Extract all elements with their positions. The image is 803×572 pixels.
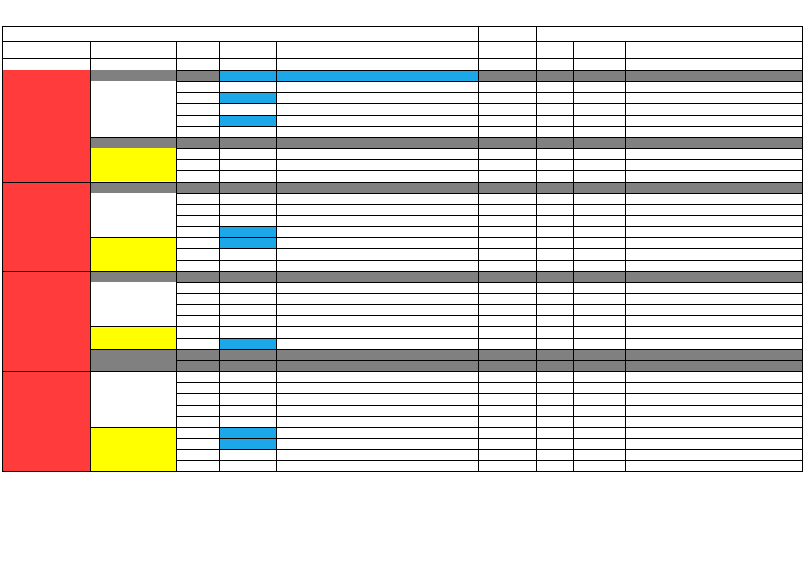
cell-heure bbox=[176, 416, 219, 427]
cell-heure bbox=[176, 326, 219, 337]
cell-arbitre bbox=[478, 382, 536, 393]
cell-ext-adversaire bbox=[625, 371, 803, 382]
cell-categorie bbox=[219, 304, 276, 315]
cell-adversaire bbox=[276, 293, 478, 304]
cell-adversaire bbox=[276, 393, 478, 404]
cell-ext-adversaire bbox=[625, 304, 803, 315]
cell-ext-heure bbox=[536, 215, 573, 226]
grid-line bbox=[90, 326, 803, 327]
separator-row bbox=[90, 349, 803, 360]
cell-arbitre bbox=[478, 315, 536, 326]
cell-adversaire bbox=[276, 260, 478, 271]
cell-arbitre bbox=[478, 393, 536, 404]
cell-adversaire bbox=[276, 103, 478, 114]
cell-ext-heure bbox=[536, 248, 573, 259]
cell-ext-heure bbox=[536, 382, 573, 393]
grid-line bbox=[90, 41, 91, 471]
cell-ext-heure bbox=[536, 193, 573, 204]
grid-line bbox=[176, 159, 803, 160]
grid-line bbox=[90, 349, 803, 350]
cell-ext-categorie bbox=[573, 170, 625, 181]
hall-cell-alize bbox=[90, 81, 176, 137]
cell-ext-adversaire bbox=[625, 449, 803, 460]
cell-categorie bbox=[219, 204, 276, 215]
group-header-home bbox=[90, 26, 478, 41]
cell-ext-heure bbox=[536, 260, 573, 271]
cell-categorie bbox=[219, 148, 276, 159]
cell-heure bbox=[176, 338, 219, 349]
cell-ext-heure bbox=[536, 449, 573, 460]
cell-ext-heure bbox=[536, 438, 573, 449]
hall-cell-lavernose bbox=[90, 326, 176, 348]
cell-ext-adversaire bbox=[625, 427, 803, 438]
cell-arbitre bbox=[478, 416, 536, 427]
cell-adversaire bbox=[276, 338, 478, 349]
cell-arbitre bbox=[478, 193, 536, 204]
cell-arbitre bbox=[478, 248, 536, 259]
page-title bbox=[2, 4, 803, 26]
cell-categorie bbox=[219, 371, 276, 382]
cell-ext-heure bbox=[536, 92, 573, 103]
cell-adversaire bbox=[276, 438, 478, 449]
cell-ext-categorie bbox=[573, 92, 625, 103]
grid-line bbox=[536, 26, 537, 41]
grid-line bbox=[176, 103, 803, 104]
cell-heure bbox=[176, 449, 219, 460]
grid-line bbox=[176, 405, 803, 406]
cell-arbitre bbox=[478, 460, 536, 471]
cell-ext-adversaire bbox=[625, 438, 803, 449]
column-header-ext-adversaire bbox=[625, 41, 803, 58]
hall-cell-lavernose bbox=[90, 427, 176, 472]
grid-line bbox=[2, 26, 3, 471]
cell-adversaire bbox=[276, 416, 478, 427]
cell-categorie bbox=[219, 382, 276, 393]
cell-ext-categorie bbox=[573, 382, 625, 393]
cell-arbitre bbox=[478, 215, 536, 226]
column-header-categorie bbox=[219, 41, 276, 58]
cell-ext-adversaire bbox=[625, 237, 803, 248]
cell-ext-categorie bbox=[573, 81, 625, 92]
grid-line bbox=[478, 41, 479, 471]
grid-line bbox=[90, 237, 803, 238]
cell-ext-categorie bbox=[573, 393, 625, 404]
cell-ext-adversaire bbox=[625, 159, 803, 170]
grid-line bbox=[90, 271, 803, 272]
cell-heure bbox=[176, 126, 219, 137]
grid-line bbox=[176, 382, 803, 383]
cell-adversaire bbox=[276, 204, 478, 215]
cell-ext-adversaire bbox=[625, 226, 803, 237]
cell-heure bbox=[176, 248, 219, 259]
cell-heure bbox=[176, 115, 219, 126]
grid-line bbox=[276, 41, 277, 471]
cell-ext-categorie bbox=[573, 405, 625, 416]
cell-categorie bbox=[219, 170, 276, 181]
cell-ext-adversaire bbox=[625, 405, 803, 416]
cell-heure bbox=[176, 148, 219, 159]
cell-categorie bbox=[219, 237, 276, 248]
grid-line bbox=[176, 338, 803, 339]
cell-adversaire bbox=[276, 81, 478, 92]
cell-heure bbox=[176, 237, 219, 248]
grid-line bbox=[176, 460, 803, 461]
grid-line bbox=[573, 41, 574, 471]
cell-categorie bbox=[219, 338, 276, 349]
cell-ext-adversaire bbox=[625, 338, 803, 349]
grid-line bbox=[176, 81, 803, 82]
cell-categorie bbox=[219, 193, 276, 204]
cell-adversaire bbox=[276, 170, 478, 181]
cell-ext-adversaire bbox=[625, 393, 803, 404]
cell-adversaire bbox=[276, 460, 478, 471]
cell-ext-adversaire bbox=[625, 382, 803, 393]
cell-arbitre bbox=[478, 126, 536, 137]
cell-ext-heure bbox=[536, 338, 573, 349]
cell-adversaire bbox=[276, 159, 478, 170]
cell-heure bbox=[176, 393, 219, 404]
cell-ext-categorie bbox=[573, 326, 625, 337]
column-header-adversaire bbox=[276, 41, 478, 58]
cell-ext-categorie bbox=[573, 126, 625, 137]
date-cell bbox=[2, 182, 90, 271]
cell-ext-adversaire bbox=[625, 148, 803, 159]
cell-ext-adversaire bbox=[625, 282, 803, 293]
cell-ext-adversaire bbox=[625, 193, 803, 204]
cell-arbitre bbox=[478, 326, 536, 337]
cell-categorie bbox=[219, 159, 276, 170]
cell-ext-adversaire bbox=[625, 260, 803, 271]
cell-ext-categorie bbox=[573, 438, 625, 449]
grid-line bbox=[176, 70, 803, 71]
hall-cell-alize bbox=[90, 371, 176, 427]
separator-row bbox=[90, 182, 803, 193]
grid-line bbox=[2, 58, 803, 59]
note-region bbox=[219, 71, 477, 81]
cell-ext-categorie bbox=[573, 371, 625, 382]
cell-ext-categorie bbox=[573, 103, 625, 114]
cell-ext-adversaire bbox=[625, 204, 803, 215]
cell-ext-heure bbox=[536, 393, 573, 404]
cell-categorie bbox=[219, 226, 276, 237]
column-header-ext-categorie bbox=[573, 41, 625, 58]
cell-ext-adversaire bbox=[625, 170, 803, 181]
cell-categorie bbox=[219, 315, 276, 326]
cell-ext-adversaire bbox=[625, 460, 803, 471]
separator-row bbox=[90, 360, 803, 371]
cell-ext-heure bbox=[536, 282, 573, 293]
cell-adversaire bbox=[276, 449, 478, 460]
cell-adversaire bbox=[276, 326, 478, 337]
hall-cell-lavernose bbox=[90, 148, 176, 181]
cell-ext-heure bbox=[536, 148, 573, 159]
cell-adversaire bbox=[276, 126, 478, 137]
grid-line bbox=[536, 41, 537, 471]
cell-categorie bbox=[219, 438, 276, 449]
grid-line bbox=[176, 215, 803, 216]
grid-line bbox=[176, 315, 803, 316]
cell-ext-heure bbox=[536, 460, 573, 471]
cell-arbitre bbox=[478, 226, 536, 237]
cell-arbitre bbox=[478, 170, 536, 181]
grid-line bbox=[90, 182, 803, 183]
cell-ext-heure bbox=[536, 416, 573, 427]
cell-adversaire bbox=[276, 405, 478, 416]
cell-heure bbox=[176, 81, 219, 92]
cell-heure bbox=[176, 103, 219, 114]
grid-line bbox=[176, 170, 803, 171]
cell-heure bbox=[176, 170, 219, 181]
cell-ext-heure bbox=[536, 126, 573, 137]
grid-line bbox=[176, 92, 803, 93]
cell-heure bbox=[176, 371, 219, 382]
grid-line bbox=[219, 41, 220, 471]
cell-heure bbox=[176, 204, 219, 215]
cell-ext-heure bbox=[536, 427, 573, 438]
cell-ext-adversaire bbox=[625, 293, 803, 304]
grid-line bbox=[176, 115, 803, 116]
cell-ext-categorie bbox=[573, 237, 625, 248]
separator-row bbox=[90, 271, 803, 282]
grid-line bbox=[2, 41, 803, 42]
cell-arbitre bbox=[478, 159, 536, 170]
grid-line bbox=[176, 416, 803, 417]
cell-ext-heure bbox=[536, 405, 573, 416]
cell-adversaire bbox=[276, 304, 478, 315]
cell-ext-heure bbox=[536, 204, 573, 215]
cell-ext-heure bbox=[536, 81, 573, 92]
cell-ext-heure bbox=[536, 170, 573, 181]
cell-ext-adversaire bbox=[625, 81, 803, 92]
cell-arbitre bbox=[478, 237, 536, 248]
cell-categorie bbox=[219, 103, 276, 114]
column-header-ext-heure bbox=[536, 41, 573, 58]
grid-line bbox=[176, 41, 177, 471]
cell-categorie bbox=[219, 282, 276, 293]
cell-categorie bbox=[219, 416, 276, 427]
cell-ext-adversaire bbox=[625, 126, 803, 137]
cell-categorie bbox=[219, 293, 276, 304]
grid-line bbox=[90, 427, 803, 428]
cell-arbitre bbox=[478, 293, 536, 304]
grid-line bbox=[176, 248, 803, 249]
cell-categorie bbox=[219, 326, 276, 337]
cell-arbitre bbox=[478, 81, 536, 92]
column-header-date bbox=[2, 41, 90, 58]
cell-ext-categorie bbox=[573, 315, 625, 326]
cell-heure bbox=[176, 460, 219, 471]
cell-categorie bbox=[219, 126, 276, 137]
cell-heure bbox=[176, 260, 219, 271]
grid-line bbox=[176, 148, 803, 149]
cell-ext-categorie bbox=[573, 148, 625, 159]
cell-heure bbox=[176, 159, 219, 170]
column-header-arbitre bbox=[478, 41, 536, 58]
cell-ext-categorie bbox=[573, 248, 625, 259]
cell-ext-categorie bbox=[573, 460, 625, 471]
cell-arbitre bbox=[478, 338, 536, 349]
cell-ext-heure bbox=[536, 115, 573, 126]
grid-line bbox=[625, 41, 626, 471]
cell-ext-heure bbox=[536, 304, 573, 315]
separator-row bbox=[90, 137, 803, 148]
cell-heure bbox=[176, 427, 219, 438]
cell-arbitre bbox=[478, 260, 536, 271]
cell-ext-heure bbox=[536, 293, 573, 304]
date-cell bbox=[2, 70, 90, 182]
grid-line bbox=[176, 360, 803, 361]
cell-arbitre bbox=[478, 282, 536, 293]
grid-line bbox=[176, 438, 803, 439]
cell-adversaire bbox=[276, 193, 478, 204]
cell-ext-adversaire bbox=[625, 215, 803, 226]
cell-heure bbox=[176, 293, 219, 304]
hall-cell-alize bbox=[90, 282, 176, 327]
cell-ext-categorie bbox=[573, 304, 625, 315]
cell-categorie bbox=[219, 427, 276, 438]
grid-line bbox=[176, 304, 803, 305]
cell-ext-heure bbox=[536, 237, 573, 248]
date-cell bbox=[2, 271, 90, 371]
hall-cell-lavernose bbox=[90, 237, 176, 270]
cell-ext-categorie bbox=[573, 282, 625, 293]
cell-arbitre bbox=[478, 427, 536, 438]
cell-ext-categorie bbox=[573, 193, 625, 204]
cell-arbitre bbox=[478, 204, 536, 215]
group-header-away bbox=[536, 26, 803, 41]
cell-arbitre bbox=[478, 92, 536, 103]
cell-ext-heure bbox=[536, 371, 573, 382]
cell-heure bbox=[176, 405, 219, 416]
cell-adversaire bbox=[276, 248, 478, 259]
grid-line bbox=[176, 282, 803, 283]
cell-ext-categorie bbox=[573, 449, 625, 460]
cell-adversaire bbox=[276, 427, 478, 438]
grid-line bbox=[176, 293, 803, 294]
cell-heure bbox=[176, 193, 219, 204]
cell-categorie bbox=[219, 405, 276, 416]
cell-ext-adversaire bbox=[625, 92, 803, 103]
grid-line bbox=[176, 393, 803, 394]
cell-arbitre bbox=[478, 449, 536, 460]
cell-categorie bbox=[219, 81, 276, 92]
cell-arbitre bbox=[478, 148, 536, 159]
cell-categorie bbox=[219, 115, 276, 126]
cell-heure bbox=[176, 226, 219, 237]
cell-adversaire bbox=[276, 115, 478, 126]
cell-heure bbox=[176, 304, 219, 315]
cell-adversaire bbox=[276, 92, 478, 103]
cell-ext-categorie bbox=[573, 215, 625, 226]
cell-ext-categorie bbox=[573, 293, 625, 304]
grid-line bbox=[176, 204, 803, 205]
cell-ext-heure bbox=[536, 315, 573, 326]
cell-ext-categorie bbox=[573, 416, 625, 427]
cell-adversaire bbox=[276, 237, 478, 248]
cell-heure bbox=[176, 282, 219, 293]
column-header-salle bbox=[90, 41, 176, 58]
cell-categorie bbox=[219, 460, 276, 471]
cell-heure bbox=[176, 315, 219, 326]
cell-arbitre bbox=[478, 405, 536, 416]
cell-ext-categorie bbox=[573, 226, 625, 237]
cell-heure bbox=[176, 215, 219, 226]
cell-arbitre bbox=[478, 371, 536, 382]
cell-heure bbox=[176, 92, 219, 103]
grid-line bbox=[90, 471, 803, 472]
cell-ext-categorie bbox=[573, 159, 625, 170]
cell-arbitre bbox=[478, 115, 536, 126]
grid-line bbox=[90, 137, 803, 138]
cell-adversaire bbox=[276, 148, 478, 159]
date-cell bbox=[2, 360, 90, 472]
grid-line bbox=[2, 371, 803, 372]
cell-categorie bbox=[219, 393, 276, 404]
cell-categorie bbox=[219, 215, 276, 226]
cell-ext-categorie bbox=[573, 260, 625, 271]
cell-ext-adversaire bbox=[625, 326, 803, 337]
cell-categorie bbox=[219, 92, 276, 103]
cell-adversaire bbox=[276, 371, 478, 382]
grid-line bbox=[176, 226, 803, 227]
cell-adversaire bbox=[276, 282, 478, 293]
cell-ext-heure bbox=[536, 103, 573, 114]
cell-adversaire bbox=[276, 215, 478, 226]
cell-adversaire bbox=[276, 315, 478, 326]
cell-arbitre bbox=[478, 304, 536, 315]
cell-ext-adversaire bbox=[625, 416, 803, 427]
cell-heure bbox=[176, 438, 219, 449]
cell-categorie bbox=[219, 260, 276, 271]
cell-ext-categorie bbox=[573, 115, 625, 126]
grid-line bbox=[478, 26, 479, 41]
cell-adversaire bbox=[276, 382, 478, 393]
cell-arbitre bbox=[478, 438, 536, 449]
cell-ext-categorie bbox=[573, 204, 625, 215]
grid-line bbox=[176, 126, 803, 127]
cell-ext-heure bbox=[536, 159, 573, 170]
cell-ext-categorie bbox=[573, 427, 625, 438]
grid-line bbox=[176, 449, 803, 450]
cell-ext-adversaire bbox=[625, 115, 803, 126]
cell-categorie bbox=[219, 449, 276, 460]
column-header-heure bbox=[176, 41, 219, 58]
grid-line bbox=[2, 26, 803, 27]
cell-arbitre bbox=[478, 103, 536, 114]
grid-line bbox=[176, 193, 803, 194]
cell-ext-heure bbox=[536, 326, 573, 337]
cell-heure bbox=[176, 382, 219, 393]
cell-ext-categorie bbox=[573, 338, 625, 349]
cell-ext-heure bbox=[536, 226, 573, 237]
cell-ext-adversaire bbox=[625, 103, 803, 114]
grid-line bbox=[176, 260, 803, 261]
hall-cell-alize bbox=[90, 193, 176, 238]
cell-ext-adversaire bbox=[625, 315, 803, 326]
cell-categorie bbox=[219, 248, 276, 259]
cell-ext-adversaire bbox=[625, 248, 803, 259]
cell-adversaire bbox=[276, 226, 478, 237]
